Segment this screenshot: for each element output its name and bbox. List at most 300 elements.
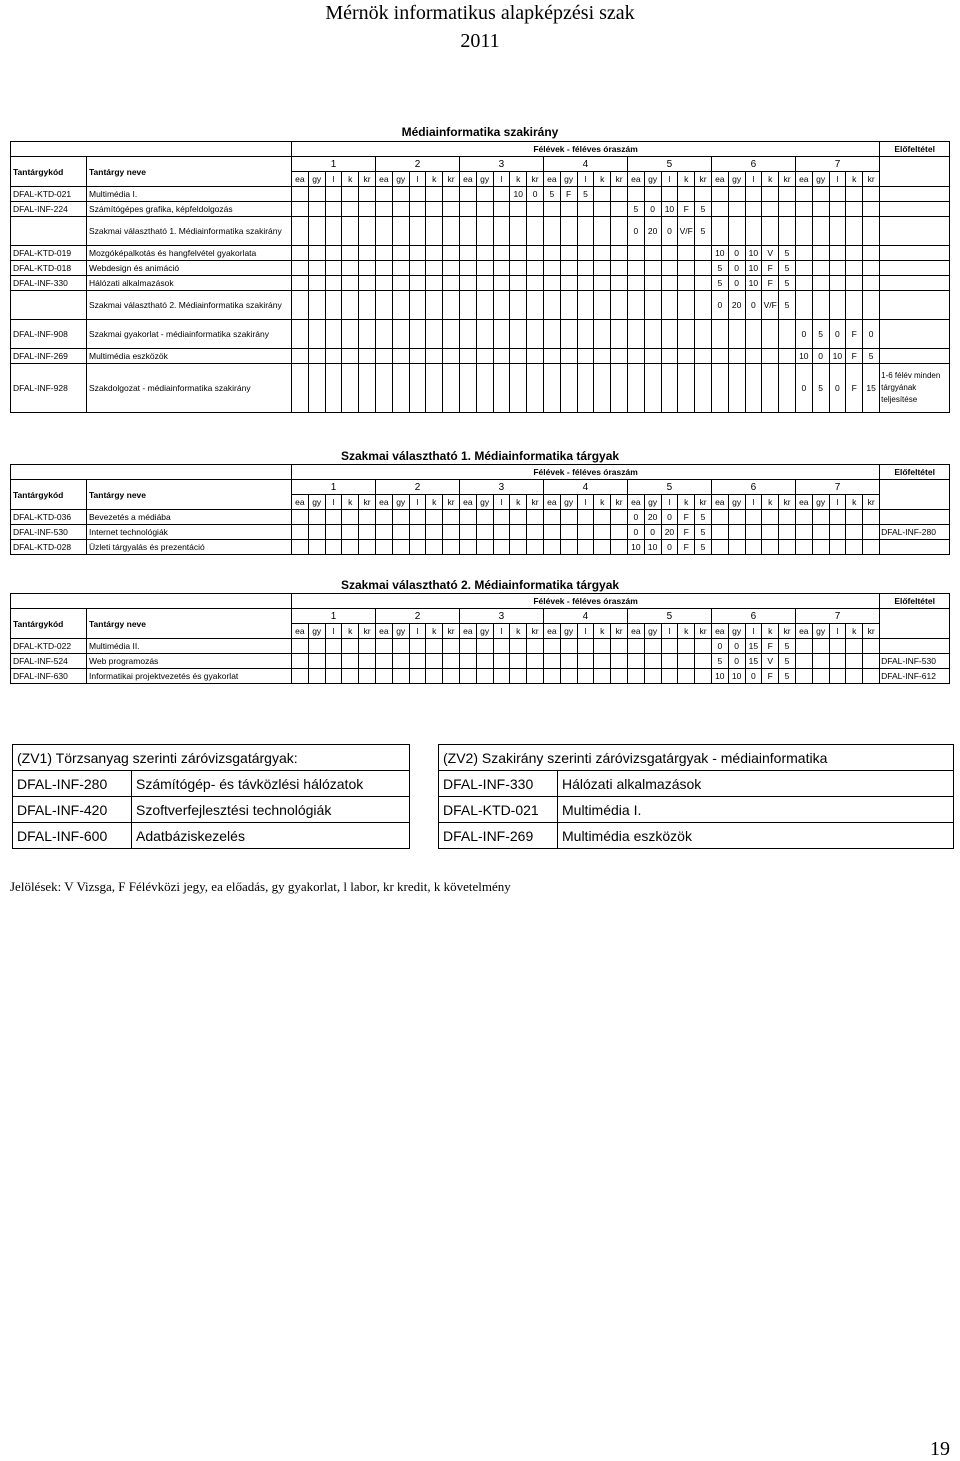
value-cell: 15 (863, 364, 880, 413)
value-cell (560, 540, 577, 555)
value-cell (325, 276, 342, 291)
value-cell: 5 (577, 187, 594, 202)
value-cell (644, 291, 661, 320)
value-cell (543, 654, 560, 669)
value-cell: 0 (644, 202, 661, 217)
value-cell (325, 639, 342, 654)
value-cell (493, 525, 510, 540)
subcol-header: k (762, 624, 779, 639)
value-cell (762, 217, 779, 246)
value-cell (611, 654, 628, 669)
value-cell: V (762, 654, 779, 669)
value-cell (527, 261, 544, 276)
value-cell (661, 291, 678, 320)
value-cell (762, 349, 779, 364)
value-cell (359, 639, 376, 654)
value-cell (812, 217, 829, 246)
value-cell (577, 291, 594, 320)
value-cell (426, 246, 443, 261)
subcol-header: k (846, 495, 863, 510)
semester-header: 3 (459, 609, 543, 624)
value-cell: 10 (745, 246, 762, 261)
value-cell (627, 349, 644, 364)
value-cell (543, 525, 560, 540)
value-cell (392, 510, 409, 525)
table-row (11, 202, 950, 217)
prereq-cell (880, 261, 950, 276)
value-cell (779, 217, 796, 246)
value-cell: F (762, 276, 779, 291)
value-cell (863, 669, 880, 684)
table3-table (10, 593, 950, 684)
value-cell (476, 525, 493, 540)
value-cell (476, 261, 493, 276)
value-cell (611, 261, 628, 276)
value-cell (426, 364, 443, 413)
value-cell (611, 202, 628, 217)
value-cell: F (560, 187, 577, 202)
value-cell (779, 349, 796, 364)
value-cell (359, 320, 376, 349)
subcol-header: k (594, 495, 611, 510)
subcol-header: gy (644, 495, 661, 510)
subcol-header: ea (627, 495, 644, 510)
value-cell (560, 261, 577, 276)
value-cell (627, 246, 644, 261)
value-cell (342, 276, 359, 291)
subcol-header: l (493, 495, 510, 510)
value-cell (325, 364, 342, 413)
value-cell (510, 320, 527, 349)
table-row (11, 246, 950, 261)
value-cell (661, 364, 678, 413)
value-cell: 5 (779, 291, 796, 320)
value-cell (342, 202, 359, 217)
value-cell (611, 540, 628, 555)
value-cell (661, 639, 678, 654)
value-cell: 0 (644, 525, 661, 540)
subcol-header: gy (812, 172, 829, 187)
value-cell (577, 246, 594, 261)
header-blank (11, 142, 292, 157)
course-code (11, 291, 87, 320)
subcol-header: kr (359, 172, 376, 187)
table-row (11, 639, 950, 654)
value-cell (510, 261, 527, 276)
value-cell (543, 276, 560, 291)
value-cell (577, 202, 594, 217)
table-row (11, 320, 950, 349)
value-cell (459, 246, 476, 261)
table-row (11, 654, 950, 669)
subcol-header: gy (812, 624, 829, 639)
value-cell (375, 654, 392, 669)
value-cell (308, 187, 325, 202)
value-cell (426, 276, 443, 291)
value-cell (375, 669, 392, 684)
value-cell (409, 291, 426, 320)
value-cell (661, 349, 678, 364)
value-cell (527, 654, 544, 669)
value-cell (644, 639, 661, 654)
subcol-header: gy (644, 172, 661, 187)
value-cell (795, 276, 812, 291)
legend-text: Jelölések: V Vizsga, F Félévközi jegy, ea előadás, gy gyakorlat, l labor, kr kredit, k követelmény (10, 879, 511, 894)
prereq-cell: DFAL-INF-530 (880, 654, 950, 669)
value-cell (577, 261, 594, 276)
subcol-header: gy (644, 624, 661, 639)
value-cell (392, 654, 409, 669)
course-name: Szakmai gyakorlat - médiainformatika szakirány (87, 320, 292, 349)
subcol-header: gy (476, 495, 493, 510)
semester-header: 7 (795, 157, 879, 172)
course-name: Mozgóképalkotás és hangfelvétel gyakorlata (87, 246, 292, 261)
value-cell (493, 291, 510, 320)
subcol-header: gy (728, 172, 745, 187)
value-cell (644, 276, 661, 291)
value-cell (443, 364, 460, 413)
value-cell (392, 525, 409, 540)
subcol-header: l (577, 172, 594, 187)
value-cell (476, 364, 493, 413)
value-cell (510, 276, 527, 291)
value-cell (493, 654, 510, 669)
value-cell (577, 654, 594, 669)
value-cell (342, 669, 359, 684)
value-cell (829, 510, 846, 525)
value-cell (409, 654, 426, 669)
subcol-header: ea (292, 495, 309, 510)
value-cell (510, 202, 527, 217)
value-cell (594, 320, 611, 349)
subcol-header: kr (527, 172, 544, 187)
subcol-header: k (342, 495, 359, 510)
zv2-code: DFAL-INF-330 (439, 771, 558, 797)
course-name: Számítógépes grafika, képfeldolgozás (87, 202, 292, 217)
value-cell (846, 669, 863, 684)
value-cell (476, 669, 493, 684)
value-cell (678, 349, 695, 364)
value-cell (459, 261, 476, 276)
prereq-blank (880, 609, 950, 639)
subcol-header: l (493, 624, 510, 639)
value-cell (644, 654, 661, 669)
value-cell: 5 (695, 217, 712, 246)
value-cell (560, 276, 577, 291)
zv1-name: Szoftverfejlesztési technológiák (132, 797, 410, 823)
value-cell (611, 217, 628, 246)
subcol-header: l (745, 172, 762, 187)
value-cell (409, 510, 426, 525)
value-cell (762, 364, 779, 413)
zv1-table (12, 744, 410, 849)
value-cell (560, 654, 577, 669)
subcol-header: ea (375, 495, 392, 510)
value-cell (510, 291, 527, 320)
course-code: DFAL-INF-908 (11, 320, 87, 349)
value-cell (846, 187, 863, 202)
value-cell: 0 (829, 320, 846, 349)
value-cell (863, 540, 880, 555)
subcol-header: l (325, 172, 342, 187)
course-code: DFAL-KTD-028 (11, 540, 87, 555)
value-cell (510, 639, 527, 654)
value-cell (577, 510, 594, 525)
value-cell (728, 187, 745, 202)
value-cell (695, 364, 712, 413)
value-cell: 0 (795, 364, 812, 413)
value-cell (359, 261, 376, 276)
zv2-row (439, 823, 954, 849)
value-cell (695, 654, 712, 669)
value-cell (846, 510, 863, 525)
value-cell (846, 202, 863, 217)
value-cell (695, 261, 712, 276)
value-cell (560, 510, 577, 525)
value-cell (426, 654, 443, 669)
value-cell (829, 246, 846, 261)
subcol-header: k (678, 172, 695, 187)
zv2-name: Multimédia I. (558, 797, 954, 823)
semester-header: 1 (292, 157, 376, 172)
prereq-cell (880, 187, 950, 202)
value-cell (292, 364, 309, 413)
value-cell (543, 202, 560, 217)
semester-header: 5 (627, 480, 711, 495)
value-cell: 10 (795, 349, 812, 364)
value-cell (846, 654, 863, 669)
prereq-cell: DFAL-INF-280 (880, 525, 950, 540)
value-cell (443, 510, 460, 525)
subcol-header: kr (863, 172, 880, 187)
value-cell (359, 364, 376, 413)
course-code: DFAL-KTD-036 (11, 510, 87, 525)
value-cell (292, 261, 309, 276)
subcol-header: l (745, 624, 762, 639)
value-cell (829, 276, 846, 291)
page-number: 19 (930, 1438, 950, 1460)
value-cell (661, 669, 678, 684)
value-cell (829, 217, 846, 246)
subcol-header: k (342, 624, 359, 639)
value-cell (711, 364, 728, 413)
subcol-header: kr (611, 172, 628, 187)
value-cell (443, 246, 460, 261)
value-cell (409, 639, 426, 654)
value-cell: F (678, 540, 695, 555)
value-cell (292, 669, 309, 684)
zv1-code: DFAL-INF-280 (13, 771, 132, 797)
value-cell (846, 276, 863, 291)
subcol-header: ea (375, 624, 392, 639)
subcol-header: gy (308, 624, 325, 639)
value-cell (493, 261, 510, 276)
subcol-header: kr (863, 624, 880, 639)
subcol-header: gy (392, 624, 409, 639)
course-name: Üzleti tárgyalás és prezentáció (87, 540, 292, 555)
value-cell (863, 217, 880, 246)
value-cell (392, 291, 409, 320)
value-cell (745, 202, 762, 217)
value-cell: 0 (711, 291, 728, 320)
value-cell (493, 510, 510, 525)
value-cell (611, 364, 628, 413)
subcol-header: gy (728, 624, 745, 639)
zv1-row (13, 797, 410, 823)
value-cell (375, 276, 392, 291)
course-code (11, 217, 87, 246)
prereq-cell (880, 540, 950, 555)
value-cell (779, 540, 796, 555)
value-cell (745, 217, 762, 246)
value-cell (678, 291, 695, 320)
value-cell: 10 (510, 187, 527, 202)
table-row (11, 187, 950, 202)
subcol-header: kr (779, 172, 796, 187)
value-cell: 0 (661, 540, 678, 555)
table1-table (10, 141, 950, 413)
value-cell (745, 510, 762, 525)
subcol-header: k (846, 172, 863, 187)
value-cell: 20 (644, 217, 661, 246)
course-code: DFAL-KTD-021 (11, 187, 87, 202)
value-cell (292, 540, 309, 555)
value-cell (863, 276, 880, 291)
table-row (11, 540, 950, 555)
value-cell (812, 525, 829, 540)
value-cell (846, 246, 863, 261)
subcol-header: ea (795, 495, 812, 510)
value-cell (325, 246, 342, 261)
value-cell (493, 364, 510, 413)
value-cell (812, 202, 829, 217)
value-cell (443, 217, 460, 246)
value-cell (846, 217, 863, 246)
value-cell (392, 187, 409, 202)
course-code: DFAL-INF-524 (11, 654, 87, 669)
value-cell (443, 349, 460, 364)
value-cell: 5 (711, 654, 728, 669)
value-cell (476, 217, 493, 246)
value-cell (577, 669, 594, 684)
value-cell (443, 669, 460, 684)
zv1-name: Számítógép- és távközlési hálózatok (132, 771, 410, 797)
value-cell (359, 217, 376, 246)
zv2-name: Multimédia eszközök (558, 823, 954, 849)
table1-title: Médiainformatika szakirány (401, 125, 559, 139)
subcol-header: kr (695, 172, 712, 187)
value-cell (375, 246, 392, 261)
subcol-header: k (510, 624, 527, 639)
subcol-header: kr (611, 624, 628, 639)
value-cell (527, 639, 544, 654)
value-cell (695, 291, 712, 320)
value-cell: F (846, 364, 863, 413)
semester-header: 4 (543, 609, 627, 624)
subcol-header: k (426, 495, 443, 510)
value-cell (510, 669, 527, 684)
course-code: DFAL-KTD-018 (11, 261, 87, 276)
value-cell (779, 364, 796, 413)
table-row (11, 669, 950, 684)
value-cell (543, 669, 560, 684)
value-cell (594, 217, 611, 246)
value-cell: 20 (661, 525, 678, 540)
value-cell: F (678, 525, 695, 540)
value-cell (426, 510, 443, 525)
value-cell (375, 349, 392, 364)
course-code: DFAL-INF-928 (11, 364, 87, 413)
value-cell (678, 669, 695, 684)
value-cell (527, 291, 544, 320)
value-cell (795, 540, 812, 555)
value-cell (543, 639, 560, 654)
value-cell (695, 349, 712, 364)
table2-table (10, 464, 950, 555)
value-cell (627, 669, 644, 684)
value-cell (308, 291, 325, 320)
value-cell (359, 202, 376, 217)
value-cell (560, 320, 577, 349)
value-cell: 5 (695, 540, 712, 555)
value-cell (560, 669, 577, 684)
value-cell (560, 364, 577, 413)
value-cell (493, 246, 510, 261)
semester-header: 2 (375, 480, 459, 495)
value-cell (510, 654, 527, 669)
value-cell (611, 276, 628, 291)
subcol-header: kr (863, 495, 880, 510)
value-cell (342, 510, 359, 525)
value-cell (863, 654, 880, 669)
value-cell (846, 639, 863, 654)
subcol-header: k (510, 172, 527, 187)
value-cell (795, 217, 812, 246)
value-cell (627, 654, 644, 669)
subcol-header: kr (527, 624, 544, 639)
course-code: DFAL-INF-269 (11, 349, 87, 364)
value-cell: 15 (745, 654, 762, 669)
value-cell (829, 639, 846, 654)
prereq-blank (880, 480, 950, 510)
semester-header: 6 (711, 480, 795, 495)
value-cell (459, 639, 476, 654)
zv1-row (13, 771, 410, 797)
prereq-cell (880, 246, 950, 261)
value-cell (359, 276, 376, 291)
value-cell (375, 261, 392, 276)
value-cell (812, 669, 829, 684)
value-cell (695, 276, 712, 291)
value-cell (560, 217, 577, 246)
value-cell (493, 187, 510, 202)
value-cell: 0 (661, 217, 678, 246)
value-cell (426, 320, 443, 349)
course-name: Internet technológiák (87, 525, 292, 540)
course-name: Informatikai projektvezetés és gyakorlat (87, 669, 292, 684)
value-cell (292, 525, 309, 540)
subcol-header: k (594, 624, 611, 639)
value-cell (661, 261, 678, 276)
name-header: Tantárgy neve (87, 157, 292, 187)
value-cell (325, 525, 342, 540)
value-cell: 5 (779, 276, 796, 291)
value-cell (594, 540, 611, 555)
code-header: Tantárgykód (11, 480, 87, 510)
value-cell: F (678, 202, 695, 217)
zv2-name: Hálózati alkalmazások (558, 771, 954, 797)
value-cell (308, 639, 325, 654)
